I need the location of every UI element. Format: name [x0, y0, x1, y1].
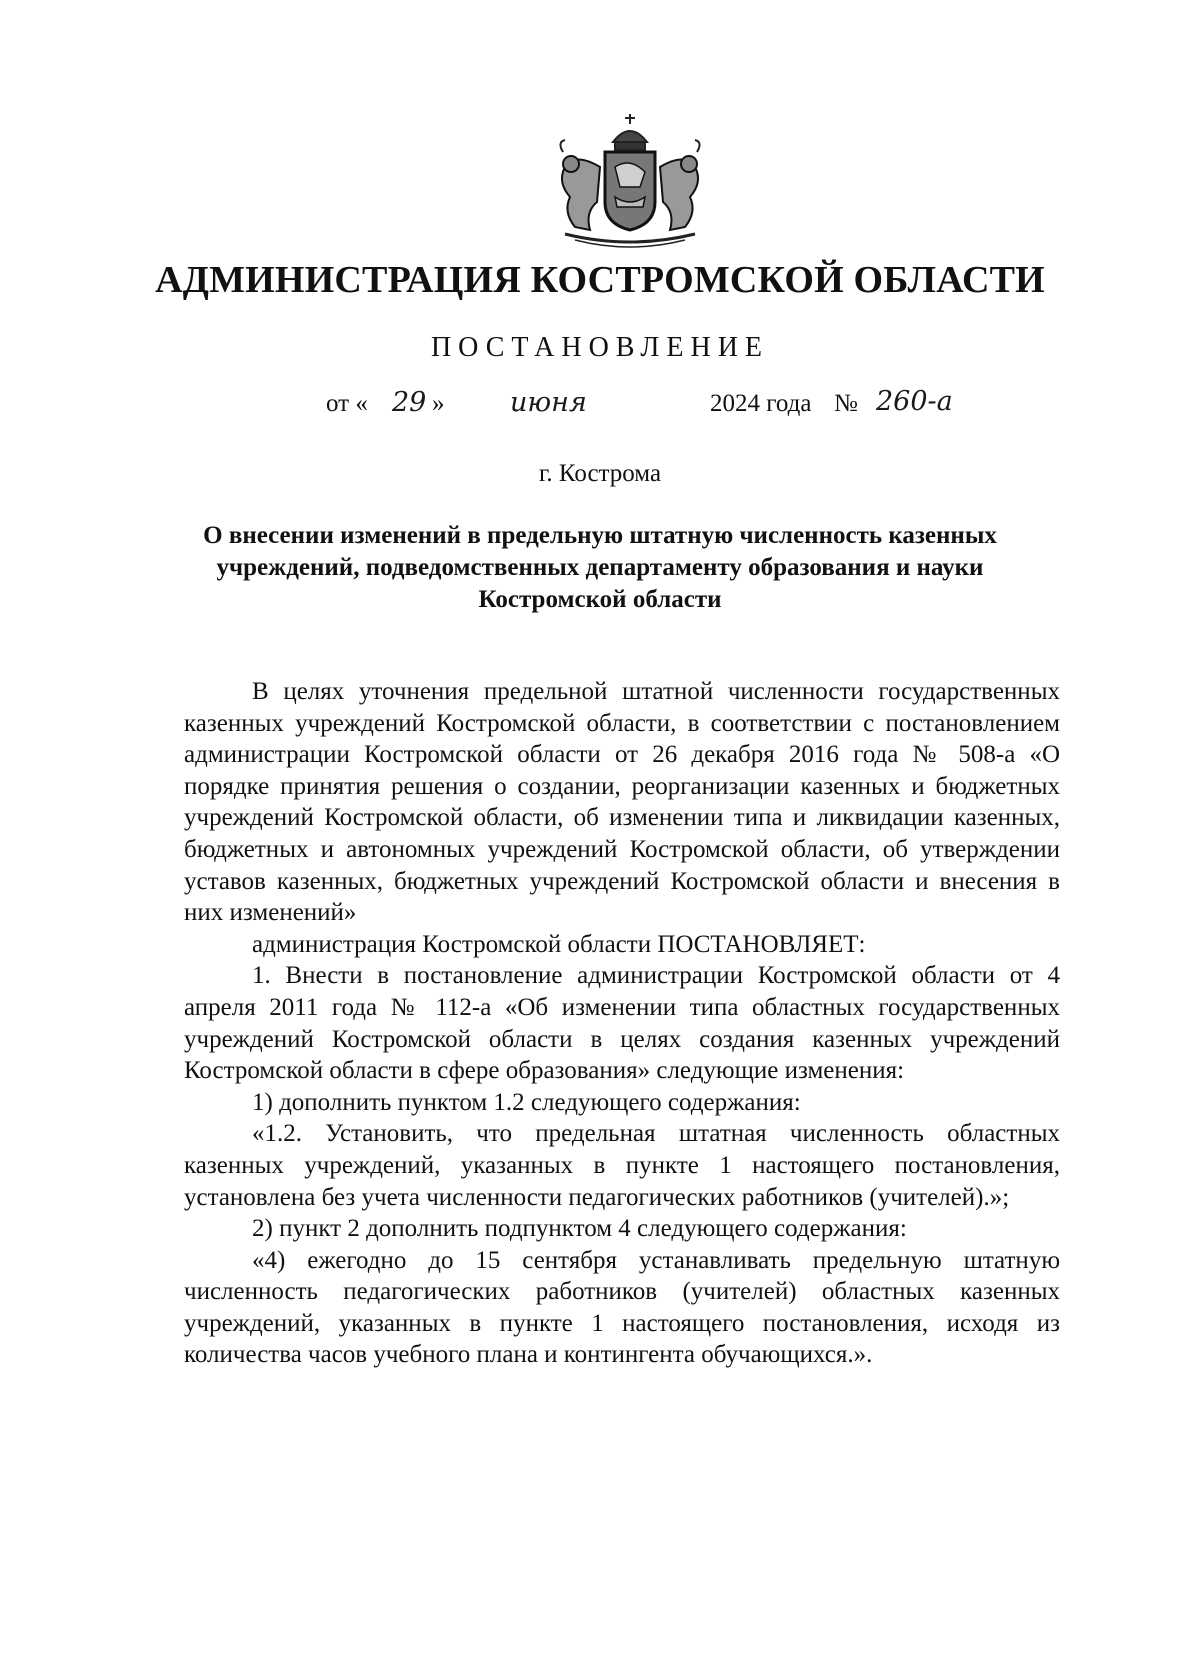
organization-title: АДМИНИСТРАЦИЯ КОСТРОМСКОЙ ОБЛАСТИ — [155, 259, 1045, 301]
date-month: июня — [510, 387, 587, 418]
preamble-paragraph: В целях уточнения предельной штатной численности государственных казенных учреждений Костромской области, в соответствии с постановлением администрации Костромской области от 26 декабря 2016 года № 508-а «О порядке принятия решения о создании, реорганизации казенных и бюджетных учреждений Костромской области, об изменении типа и ликвидации казенных, бюджетных и автономных учреждений Костромской области, об утверждении уставов казенных, бюджетных учреждений Костромской области и внесения в них изменений» — [184, 678, 1060, 927]
subitem-2-text-paragraph: «4) ежегодно до 15 сентября устанавливать предельную штатную численность педагогических работников (учителей) областных казенных учреждений, указанных в пункте 1 настоящего постановления, исходя из количества часов учебного плана и контингента обучающихся.». — [184, 1246, 1060, 1369]
document-type: ПОСТАНОВЛЕНИЕ — [430, 332, 770, 363]
date-day: 29 — [392, 387, 427, 418]
date-line — [0, 386, 1200, 430]
subitem-1-paragraph: 1) дополнить пунктом 1.2 следующего содержания: — [252, 1088, 801, 1116]
document-heading: О внесении изменений в предельную штатную численность казенных учреждений, подведомственных департаменту образования и науки Костромской области — [203, 522, 997, 613]
item-1-paragraph: 1. Внести в постановление администрации Костромской области от 4 апреля 2011 года № 112-а «Об изменении типа областных государственных учреждений Костромской области в целях создания казенных учреждений Костромской области в сфере образования» следующие изменения: — [184, 962, 1060, 1085]
city: г. Кострома — [538, 460, 662, 487]
subitem-1-text-paragraph: «1.2. Установить, что предельная штатная численность областных казенных учреждений, указанных в пункте 1 настоящего постановления, установлена без учета численности педагогических работников (учителей).»; — [184, 1120, 1060, 1211]
document-body — [184, 676, 1060, 1371]
kostroma-region-coat-of-arms-icon — [535, 112, 725, 252]
resolves-paragraph: администрация Костромской области ПОСТАНОВЛЯЕТ: — [252, 930, 866, 958]
document-number: 260-а — [876, 386, 953, 417]
date-prefix: от « — [326, 390, 368, 417]
date-year: 2024 года — [710, 390, 812, 417]
subitem-2-paragraph: 2) пункт 2 дополнить подпунктом 4 следующего содержания: — [252, 1215, 907, 1243]
date-day-close: » — [432, 390, 445, 417]
number-sign: № — [834, 390, 858, 417]
